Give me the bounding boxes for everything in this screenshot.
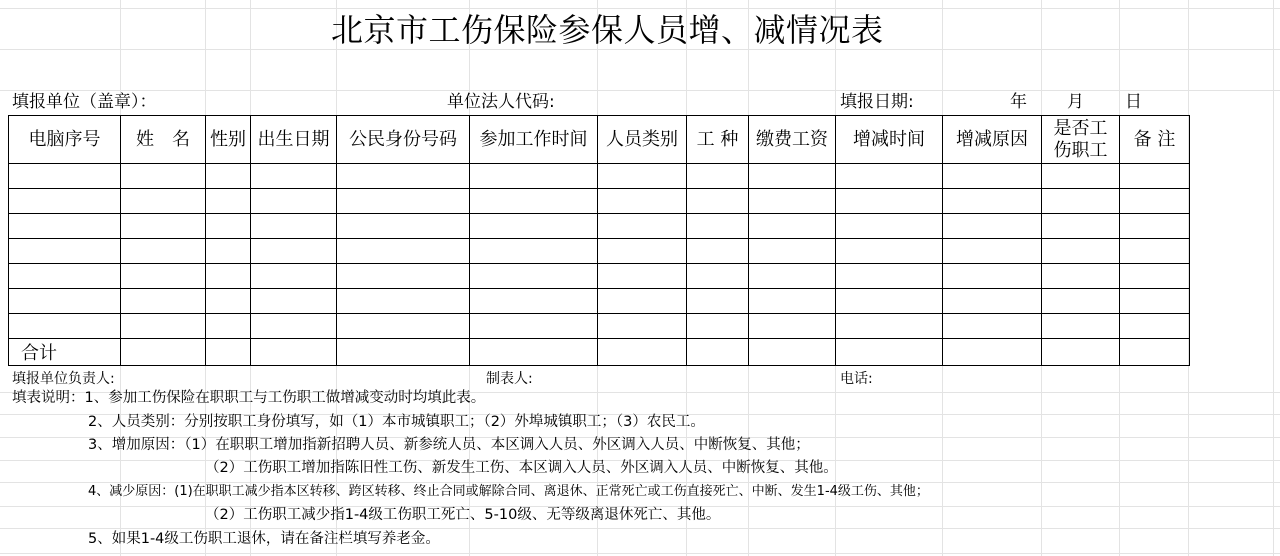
header-injured-line1: 是否工: [1053, 117, 1108, 139]
table-cell[interactable]: [337, 289, 470, 314]
table-cell[interactable]: [206, 264, 251, 289]
grid-row-line: [0, 90, 1280, 91]
table-cell[interactable]: [1120, 289, 1190, 314]
table-cell[interactable]: [337, 214, 470, 239]
reporting-unit-label: 填报单位（盖章）：: [12, 92, 157, 112]
table-cell[interactable]: [687, 339, 749, 366]
grid-row-line: [0, 8, 1280, 9]
table-cell[interactable]: [206, 314, 251, 339]
table-cell[interactable]: [251, 239, 337, 264]
unit-head-label: 填报单位负责人:: [12, 371, 115, 387]
table-cell[interactable]: [836, 214, 943, 239]
table-cell[interactable]: [251, 289, 337, 314]
table-cell[interactable]: [470, 264, 598, 289]
header-birth-date: 出生日期: [251, 116, 337, 164]
table-cell[interactable]: [943, 189, 1042, 214]
table-cell[interactable]: [943, 314, 1042, 339]
table-cell[interactable]: [251, 214, 337, 239]
table-cell[interactable]: [943, 264, 1042, 289]
table-cell[interactable]: [598, 164, 687, 189]
table-cell[interactable]: [1120, 214, 1190, 239]
table-cell[interactable]: [470, 239, 598, 264]
table-cell[interactable]: [121, 314, 206, 339]
table-cell[interactable]: [337, 239, 470, 264]
table-cell[interactable]: [836, 314, 943, 339]
table-cell[interactable]: [598, 239, 687, 264]
header-remark: 备 注: [1120, 116, 1190, 164]
table-cell[interactable]: [1042, 189, 1120, 214]
table-cell[interactable]: [251, 264, 337, 289]
header-injured-line2: 伤职工: [1053, 139, 1108, 161]
table-cell[interactable]: [1042, 239, 1120, 264]
header-seq: 电脑序号: [9, 116, 121, 164]
table-cell[interactable]: [598, 264, 687, 289]
table-cell[interactable]: [9, 289, 121, 314]
header-injured: [1042, 116, 1120, 164]
header-name: 姓 名: [121, 116, 206, 164]
total-label: 合计: [9, 339, 121, 366]
grid-row-line: [0, 482, 1280, 483]
table-cell[interactable]: [251, 189, 337, 214]
table-cell[interactable]: [9, 239, 121, 264]
table-cell[interactable]: [1120, 339, 1190, 366]
table-cell[interactable]: [598, 339, 687, 366]
table-cell[interactable]: [206, 239, 251, 264]
table-cell[interactable]: [121, 289, 206, 314]
table-cell[interactable]: [687, 164, 749, 189]
instruction-line-4: （2）工伤职工增加指陈旧性工伤、新发生工伤、本区调入人员、外区调入人员、中断恢复、其他。: [205, 460, 838, 476]
table-cell[interactable]: [687, 214, 749, 239]
table-row: [9, 164, 1190, 189]
table-row: [9, 189, 1190, 214]
personnel-change-table: [8, 115, 1190, 366]
table-cell[interactable]: [1120, 164, 1190, 189]
table-cell[interactable]: [1042, 264, 1120, 289]
table-cell[interactable]: [9, 314, 121, 339]
table-cell[interactable]: [598, 189, 687, 214]
phone-label: 电话:: [840, 371, 873, 387]
table-cell[interactable]: [687, 289, 749, 314]
table-cell[interactable]: [121, 339, 206, 366]
table-cell[interactable]: [1042, 164, 1120, 189]
table-cell[interactable]: [836, 339, 943, 366]
table-cell[interactable]: [251, 164, 337, 189]
form-maker-label: 制表人:: [486, 371, 533, 387]
table-cell[interactable]: [1042, 339, 1120, 366]
instruction-line-6: （2）工伤职工减少指1-4级工伤职工死亡、5-10级、无等级离退休死亡、其他。: [205, 507, 721, 523]
table-cell[interactable]: [598, 314, 687, 339]
date-day-label: 日: [1125, 92, 1142, 112]
table-cell[interactable]: [1120, 314, 1190, 339]
instruction-line-3: 3、增加原因：（1）在职职工增加指新招聘人员、新参统人员、本区调入人员、外区调入人员、中断恢复、其他；: [88, 437, 810, 453]
grid-row-line: [0, 49, 1280, 50]
header-id-number: 公民身份号码: [337, 116, 470, 164]
date-year-label: 年: [1010, 92, 1027, 112]
table-cell[interactable]: [836, 189, 943, 214]
table-cell[interactable]: [251, 314, 337, 339]
table-cell[interactable]: [749, 289, 836, 314]
table-cell[interactable]: [470, 214, 598, 239]
header-category: 人员类别: [598, 116, 687, 164]
table-cell[interactable]: [9, 264, 121, 289]
table-cell[interactable]: [1042, 214, 1120, 239]
table-cell[interactable]: [749, 189, 836, 214]
grid-row-line: [0, 528, 1280, 529]
table-row: [9, 264, 1190, 289]
table-cell[interactable]: [687, 189, 749, 214]
table-cell[interactable]: [337, 189, 470, 214]
total-row: [9, 339, 1190, 366]
table-cell[interactable]: [836, 239, 943, 264]
legal-code-label: 单位法人代码:: [447, 92, 555, 112]
table-cell[interactable]: [206, 189, 251, 214]
table-cell[interactable]: [470, 189, 598, 214]
table-cell[interactable]: [749, 214, 836, 239]
instruction-line-5: 4、减少原因：(1)在职职工减少指本区转移、跨区转移、终止合同或解除合同、离退休、正常死亡或工伤直接死亡、中断、发生1-4级工伤、其他；: [88, 484, 929, 499]
table-row: [9, 289, 1190, 314]
table-cell[interactable]: [943, 164, 1042, 189]
table-cell[interactable]: [9, 164, 121, 189]
table-cell[interactable]: [943, 289, 1042, 314]
page-title: 北京市工伤保险参保人员增、减情况表: [331, 11, 884, 49]
date-month-label: 月: [1067, 92, 1084, 112]
table-cell[interactable]: [337, 314, 470, 339]
table-cell[interactable]: [337, 164, 470, 189]
table-cell[interactable]: [206, 214, 251, 239]
table-row: [9, 239, 1190, 264]
header-gender: 性别: [206, 116, 251, 164]
table-cell[interactable]: [836, 264, 943, 289]
table-header-row: [9, 116, 1190, 164]
header-change-reason: 增减原因: [943, 116, 1042, 164]
table-cell[interactable]: [687, 264, 749, 289]
table-cell[interactable]: [206, 339, 251, 366]
table-row: [9, 314, 1190, 339]
instruction-line-1: 填表说明：1、参加工伤保险在职职工与工伤职工做增减变动时均填此表。: [12, 390, 486, 406]
table-cell[interactable]: [1120, 189, 1190, 214]
table-cell[interactable]: [470, 289, 598, 314]
table-cell[interactable]: [470, 164, 598, 189]
table-cell[interactable]: [121, 164, 206, 189]
table-cell[interactable]: [121, 264, 206, 289]
table-cell[interactable]: [749, 239, 836, 264]
instruction-line-2: 2、人员类别：分别按职工身份填写，如（1）本市城镇职工；（2）外埠城镇职工；（3）农民工。: [88, 414, 705, 430]
grid-row-line: [0, 553, 1280, 554]
table-cell[interactable]: [1042, 314, 1120, 339]
table-cell[interactable]: [749, 314, 836, 339]
table-cell[interactable]: [943, 214, 1042, 239]
table-cell[interactable]: [1120, 239, 1190, 264]
table-cell[interactable]: [836, 164, 943, 189]
grid-col-line: [1273, 0, 1274, 556]
table-cell[interactable]: [251, 339, 337, 366]
table-cell[interactable]: [337, 264, 470, 289]
table-cell[interactable]: [206, 164, 251, 189]
table-row: [9, 214, 1190, 239]
table-cell[interactable]: [598, 214, 687, 239]
table-cell[interactable]: [470, 339, 598, 366]
table-cell[interactable]: [749, 164, 836, 189]
table-cell[interactable]: [121, 214, 206, 239]
header-job-type: 工 种: [687, 116, 749, 164]
table-cell[interactable]: [749, 264, 836, 289]
table-cell[interactable]: [943, 339, 1042, 366]
table-cell[interactable]: [9, 189, 121, 214]
report-date-label: 填报日期:: [840, 92, 914, 112]
table-cell[interactable]: [598, 289, 687, 314]
table-cell[interactable]: [470, 314, 598, 339]
table-cell[interactable]: [687, 314, 749, 339]
table-cell[interactable]: [9, 214, 121, 239]
table-cell[interactable]: [749, 339, 836, 366]
table-cell[interactable]: [121, 239, 206, 264]
table-cell[interactable]: [1042, 289, 1120, 314]
header-work-start: 参加工作时间: [470, 116, 598, 164]
table-cell[interactable]: [836, 289, 943, 314]
header-wage: 缴费工资: [749, 116, 836, 164]
instruction-line-7: 5、如果1-4级工伤职工退休，请在备注栏填写养老金。: [88, 531, 440, 547]
table-cell[interactable]: [337, 339, 470, 366]
table-cell[interactable]: [687, 239, 749, 264]
table-cell[interactable]: [121, 189, 206, 214]
table-cell[interactable]: [206, 289, 251, 314]
header-change-time: 增减时间: [836, 116, 943, 164]
table-cell[interactable]: [1120, 264, 1190, 289]
table-cell[interactable]: [943, 239, 1042, 264]
